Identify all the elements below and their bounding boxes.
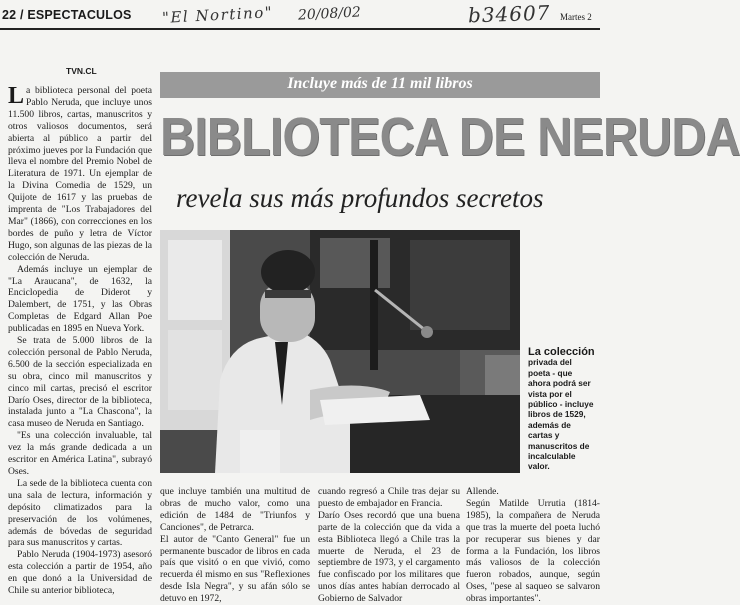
paragraph-5: La sede de la biblioteca cuenta con una sala de lectura, información y depósito climatizados para la preservación de los volúmenes, además de bóvedas de seguridad para sus manuscritos y cartas. <box>8 477 152 549</box>
dropcap: L <box>8 83 25 109</box>
bottom-column-2-text: cuando regresó a Chile tras dejar su puesto de embajador en Francia. Darío Oses recordó que una buena parte de la colección que da vida a esta Biblioteca llegó a Chile tras la muerte de Neruda, el 23 de septiembre de 1973, y el cargamento fue confiscado por los militares que unos días antes habían derrocado al Gobierno de Salvador <box>318 486 460 605</box>
left-column <box>8 85 152 600</box>
page-header <box>0 0 600 30</box>
photo-illustration <box>160 230 520 473</box>
source-tag: TVN.CL <box>66 66 97 76</box>
paragraph-3: Se trata de 5.000 libros de la colección personal de Pablo Neruda, 6.500 de la sección especializada en su obra, cinco mil manuscritos y cinco mil cartas, precisó el escritor Darío Oses, director de la biblioteca, instalada junto a "La Chascona", la casa museo de Neruda en Santiago. <box>8 335 152 430</box>
paragraph-6: Pablo Neruda (1904-1973) asesoró esta colección a partir de 1954, año en que donó a la Universidad de Chile su anterior biblioteca, <box>8 549 152 597</box>
caption-lead: La colección <box>528 346 595 358</box>
paragraph-1: La biblioteca personal del poeta Pablo Neruda, que incluye unos 11.500 libros, cartas, manuscritos y otros valiosos documentos, será abierta al público a partir del próximo jueves por la Fundación que lleva el nombre del Premio Nobel de Literatura de 1971. Un ejemplar de la Divina Comedia de 1529, un Quijote de 1617 y las pruebas de imprenta de "Los Trabajadores del Mar" (1866), con correcciones en los bordes de puño y letra de Víctor Hugo, son algunas de las piezas de la colección de Neruda. <box>8 83 152 263</box>
bottom-column-1-text: que incluye también una multitud de obras de mucho valor, como una edición de 1484 de "Triunfos y Canciones", de Petrarca. El autor de "Canto General" fue un permanente buscador de libros en cada país que visitó o en que vivió, como recuerda él mismo en sus "Reflexiones desde Isla Negra", y su afán sólo se detuvo en 1972, <box>160 486 310 605</box>
bottom-column-1 <box>160 486 310 605</box>
handwritten-code: b34607 <box>467 0 551 28</box>
weekday-label: Martes 2 <box>560 12 592 22</box>
headline: BIBLIOTECA DE NERUDA <box>160 107 740 167</box>
subheadline: revela sus más profundos secretos <box>176 183 544 213</box>
section-label: 22 / ESPECTACULOS <box>2 8 132 22</box>
paragraph-2: Además incluye un ejemplar de "La Araucana", de 1632, la Enciclopedia de Diderot y Dalembert, de 1751, y las Obras Completas de Edgard Allan Poe publicadas en 1895 en Nueva York. <box>8 263 152 335</box>
handwritten-paper-name: "El Nortino" <box>161 3 274 27</box>
caption-text: privada del poeta - que ahora podrá ser vista por el público - incluye libros de 1529, además de cartas y manuscritos de incalculable valor. <box>528 357 594 472</box>
neruda-photo <box>160 230 520 473</box>
bottom-column-2 <box>318 486 460 605</box>
paragraph-4: "Es una colección invaluable, tal vez la más grande dedicada a un escritor en América Latina", subrayó Oses. <box>8 430 152 477</box>
kicker-text: Incluye más de 11 mil libros <box>287 75 473 92</box>
header-rule <box>0 28 600 30</box>
photo-caption <box>528 347 596 472</box>
kicker-band <box>160 72 600 98</box>
bottom-column-3 <box>466 486 600 605</box>
bottom-column-3-text: Allende. Según Matilde Urrutia (1814-1985), la compañera de Neruda que tras la muerte del poeta luchó por recuperar sus bienes y dar forma a la Fundación, los libros más valiosos de la colección fueron robados, aunque, según Oses, "pese al saqueo se salvaron obras importantes". <box>466 486 600 605</box>
handwritten-date: 20/08/02 <box>297 4 362 24</box>
